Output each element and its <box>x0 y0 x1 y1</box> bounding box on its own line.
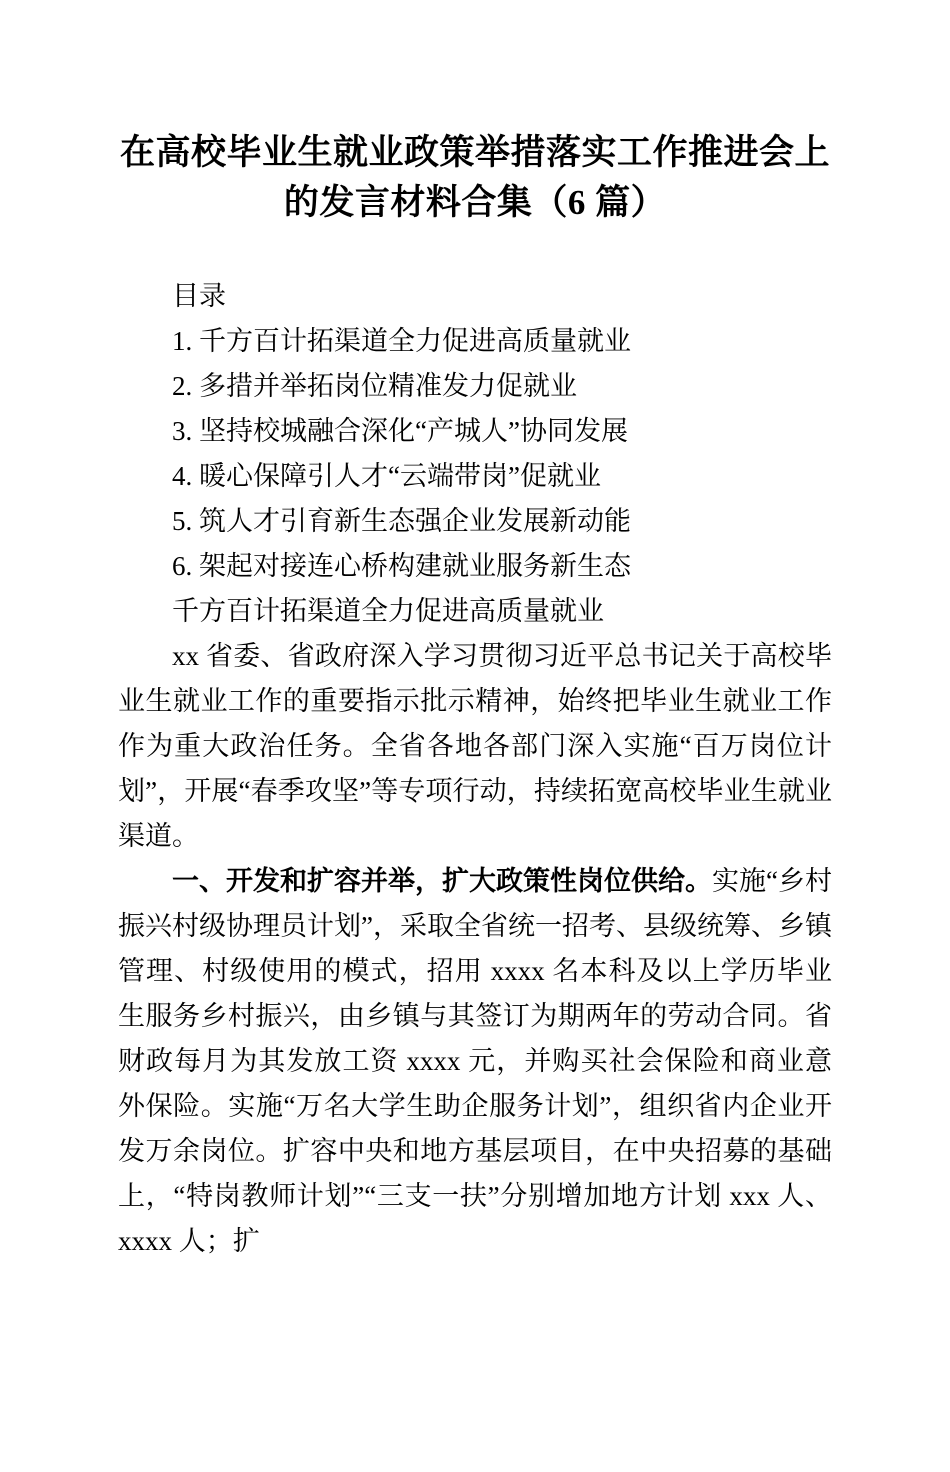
document-title-line-2: 的发言材料合集（6 篇） <box>283 183 667 222</box>
paragraph-2 <box>118 859 832 1264</box>
document-title-line-1: 在高校毕业生就业政策举措落实工作推进会上 <box>119 133 830 172</box>
paragraph-2-lead: 一、开发和扩容并举，扩大政策性岗位供给。 <box>172 866 713 896</box>
toc-item-6: 6. 架起对接连心桥构建就业服务新生态 <box>172 551 631 581</box>
toc-item-4: 4. 暖心保障引人才“云端带岗”促就业 <box>172 461 601 491</box>
toc-item-1: 1. 千方百计拓渠道全力促进高质量就业 <box>172 326 631 356</box>
section-heading: 千方百计拓渠道全力促进高质量就业 <box>172 596 604 626</box>
toc-item-5: 5. 筑人才引育新生态强企业发展新动能 <box>172 506 631 536</box>
paragraph-2-text: 实施“乡村振兴村级协理员计划”，采取全省统一招考、县级统筹、乡镇管理、村级使用的模式，招用 xxxx 名本科及以上学历毕业生服务乡村振兴，由乡镇与其签订为期两年的劳动合同。省财政每月为其发放工资 xxxx 元，并购买社会保险和商业意外保险。实施“万名大学生助企服务计划”，组织省内企业开发万余岗位。扩容中央和地方基层项目，在中央招募的基础上，“特岗教师计划”“三支一扶”分别增加地方计划 xxx 人、xxxx 人；扩 <box>118 866 833 1256</box>
document-body <box>118 274 832 1264</box>
paragraph-1: xx 省委、省政府深入学习贯彻习近平总书记关于高校毕业生就业工作的重要指示批示精神，始终把毕业生就业工作作为重大政治任务。全省各地各部门深入实施“百万岗位计划”，开展“春季攻坚”等专项行动，持续拓宽高校毕业生就业渠道。 <box>118 641 832 851</box>
toc-item-2: 2. 多措并举拓岗位精准发力促就业 <box>172 371 577 401</box>
document-title <box>118 128 832 228</box>
document-page <box>0 128 950 1264</box>
toc-item-3: 3. 坚持校城融合深化“产城人”协同发展 <box>172 416 628 446</box>
toc-label: 目录 <box>172 281 226 311</box>
